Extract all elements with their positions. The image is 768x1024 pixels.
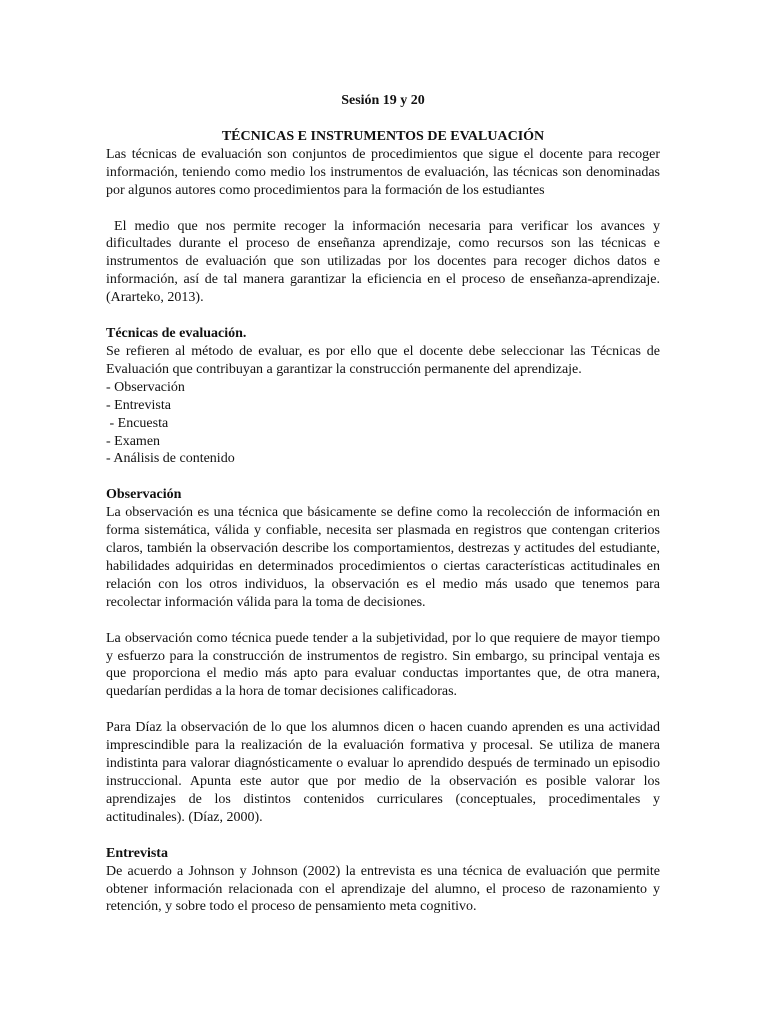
- spacer: [106, 612, 660, 630]
- spacer: [106, 468, 660, 486]
- spacer: [106, 827, 660, 845]
- spacer: [106, 701, 660, 719]
- intro-paragraph-2: El medio que nos permite recoger la información necesaria para verificar los avances y dificultades durante el proceso de enseñanza aprendizaje, como recursos son las técnicas e instrumentos de evaluación que son utilizadas por los docentes para recoger dichos datos e información, así de tal manera garantizar la eficiencia en el proceso de enseñanza-aprendizaje. (Ararteko, 2013).: [106, 218, 664, 306]
- main-title: TÉCNICAS E INSTRUMENTOS DE EVALUACIÓN: [221, 128, 545, 144]
- session-label: Sesión 19 y 20: [341, 93, 425, 108]
- list-item: - Entrevista: [106, 397, 171, 413]
- spacer: [106, 200, 660, 218]
- interview-heading: Entrevista: [106, 845, 168, 861]
- spacer: [106, 307, 660, 325]
- list-item: - Observación: [106, 379, 185, 395]
- observation-paragraph-2: La observación como técnica puede tender a la subjetividad, por lo que requiere de mayor tiempo y esfuerzo para la construcción de instrumentos de registro. Sin embargo, su principal ventaja es que proporciona el medio más apto para evaluar conductas importantes que, de otra manera, quedarían perdidas a la hora de tomar decisiones calificadoras.: [106, 630, 660, 700]
- list-item: - Examen: [106, 433, 161, 449]
- intro-paragraph-1: Las técnicas de evaluación son conjuntos de procedimientos que sigue el docente para recoger información, teniendo como medio los instrumentos de evaluación, las técnicas son denominadas por algunos autores como procedimientos para la formación de los estudiantes: [106, 146, 660, 198]
- observation-paragraph-1: La observación es una técnica que básicamente se define como la recolección de información en forma sistemática, válida y confiable, necesita ser plasmada en registros que contengan criterios claros, también la observación describe los comportamientos, destrezas y actitudes del estudiante, habilidades adquiridas en determinados procedimientos o ciertas características actitudinales en relación con los otros individuos, la observación es el medio más usado que tenemos para recolectar información válida para la toma de decisiones.: [106, 505, 660, 610]
- observation-heading: Observación: [106, 487, 182, 503]
- techniques-list: [106, 379, 660, 469]
- interview-paragraph: De acuerdo a Johnson y Johnson (2002) la entrevista es una técnica de evaluación que permite obtener información relacionada con el aprendizaje del alumno, el proceso de razonamiento y retención, y sobre todo el proceso de pensamiento meta cognitivo.: [106, 863, 660, 915]
- techniques-heading: Técnicas de evaluación.: [106, 326, 247, 342]
- list-item: - Encuesta: [106, 415, 169, 431]
- document-page: [106, 92, 664, 916]
- techniques-paragraph: Se refieren al método de evaluar, es por ello que el docente debe seleccionar las Técnicas de Evaluación que contribuyan a garantizar la construcción permanente del aprendizaje.: [106, 343, 660, 377]
- observation-paragraph-3: Para Díaz la observación de lo que los alumnos dicen o hacen cuando aprenden es una actividad imprescindible para la realización de la evaluación formativa y procesal. Se utiliza de manera indistinta para valorar diagnósticamente o evaluar lo aprendido después de terminado un episodio instruccional. Apunta este autor que por medio de la observación es posible valorar los aprendizajes de los distintos contenidos curriculares (conceptuales, procedimentales y actitudinales). (Díaz, 2000).: [106, 720, 660, 825]
- list-item: - Análisis de contenido: [106, 451, 235, 467]
